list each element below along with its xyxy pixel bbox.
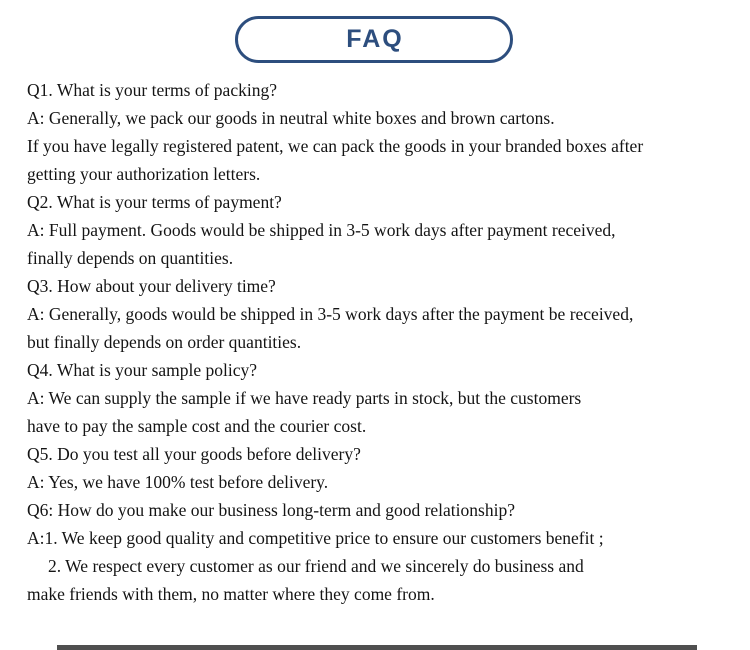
faq-answer-line: A:1. We keep good quality and competitive price to ensure our customers benefit ; (27, 528, 604, 548)
faq-answer-line: getting your authorization letters. (27, 164, 261, 184)
faq-question-line: Q1. What is your terms of packing? (27, 80, 277, 100)
faq-title: FAQ (346, 25, 404, 53)
faq-question-line: Q3. How about your delivery time? (27, 276, 276, 296)
faq-answer-line: A: Full payment. Goods would be shipped in 3-5 work days after payment received, (27, 220, 616, 240)
faq-answer-line: have to pay the sample cost and the courier cost. (27, 416, 367, 436)
faq-question-line: Q2. What is your terms of payment? (27, 192, 282, 212)
faq-answer-line: If you have legally registered patent, we can pack the goods in your branded boxes after (27, 136, 644, 156)
faq-title-pill (235, 16, 513, 63)
faq-answer-line: A: Generally, goods would be shipped in 3-5 work days after the payment be received, (27, 304, 634, 324)
faq-question-line: Q5. Do you test all your goods before delivery? (27, 444, 361, 464)
faq-question-line: Q4. What is your sample policy? (27, 360, 258, 380)
faq-answer-line: but finally depends on order quantities. (27, 332, 302, 352)
faq-answer-line: make friends with them, no matter where they come from. (27, 584, 435, 604)
faq-question-line: Q6: How do you make our business long-term and good relationship? (27, 500, 515, 520)
faq-answer-line: A: Yes, we have 100% test before delivery. (27, 472, 329, 492)
faq-answer-line: A: Generally, we pack our goods in neutral white boxes and brown cartons. (27, 108, 555, 128)
faq-answer-line: A: We can supply the sample if we have ready parts in stock, but the customers (27, 388, 582, 408)
faq-content (27, 76, 737, 608)
faq-answer-line: finally depends on quantities. (27, 248, 234, 268)
faq-answer-line: 2. We respect every customer as our friend and we sincerely do business and (48, 556, 584, 576)
bottom-divider (57, 645, 697, 650)
